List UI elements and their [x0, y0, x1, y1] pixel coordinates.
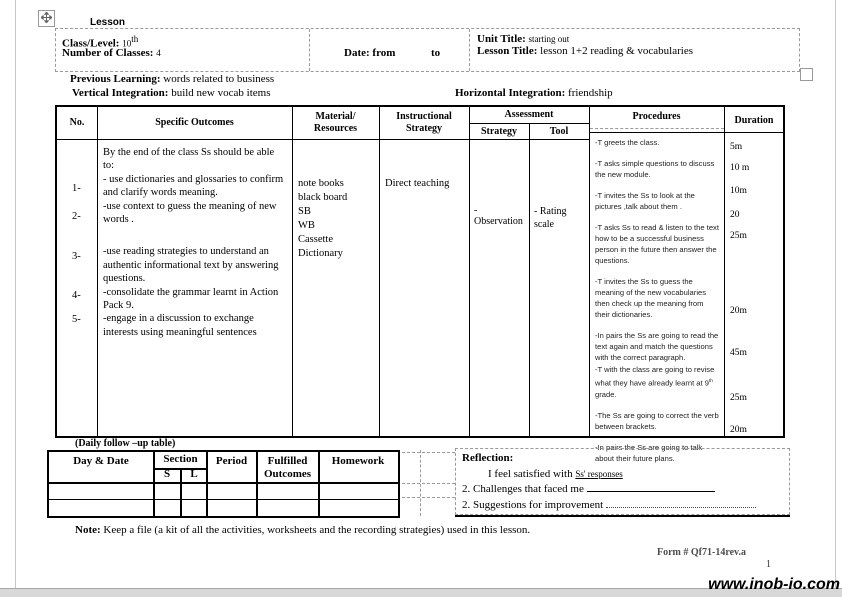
unit-title-label: Unit Title: [477, 33, 526, 45]
dotted-line [606, 498, 756, 508]
dashed-gridline-h [402, 452, 455, 453]
fu-header-section: Section [163, 453, 198, 465]
reflection-bottom-line [455, 515, 790, 517]
procedure-step: -T asks Ss to read & listen to the text how to be a successful business person in the future then answer the questions. [595, 223, 719, 265]
form-number: Form # Qf71-14rev.a [657, 547, 746, 558]
duration-value: 20m [730, 306, 747, 316]
num-classes-value: 4 [156, 48, 161, 58]
outcome-text: -consolidate the grammar learnt in Action Pack 9. [103, 286, 279, 312]
header-instructional-strategy: Instructional Strategy [396, 111, 452, 134]
num-classes-label: Number of Classes: [62, 47, 154, 59]
col-divider-tool [589, 107, 590, 436]
fu-header-bottom-line [49, 482, 398, 484]
outcome-text: - use dictionaries and glossaries to confirm and clarify words meaning. [103, 173, 284, 199]
ordinal-suffix: th [708, 378, 713, 383]
page-left-edge [15, 0, 16, 588]
date-label: Date: from [344, 47, 396, 59]
header-assessment-strategy: Strategy [480, 126, 518, 137]
horizontal-integration-label: Horizontal Integration: [455, 87, 566, 99]
horizontal-integration-line [455, 86, 613, 100]
material-item: Dictionary [298, 248, 343, 259]
daily-followup-table [47, 450, 400, 518]
outcome-number: 2- [72, 211, 81, 222]
duration-value: 20m [730, 425, 747, 435]
duration-value: 5m [730, 142, 743, 152]
col-divider-assessment-mid [529, 123, 530, 436]
lesson-title-label: Lesson Title: [477, 45, 538, 57]
specific-outcomes-cell [103, 146, 287, 339]
lesson-info-table [55, 28, 800, 72]
col-divider-procedures [724, 107, 725, 436]
header-assessment-tool: Tool [549, 126, 569, 137]
watermark: www.inob-io.com [708, 576, 840, 593]
vertical-integration-label: Vertical Integration: [72, 87, 169, 99]
note-line [75, 523, 530, 537]
header-specific-outcomes: Specific Outcomes [155, 117, 234, 128]
materials-cell [298, 177, 378, 261]
fu-header-day-date: Day & Date [73, 455, 129, 467]
procedures-header-line [589, 132, 783, 133]
dashed-gridline-h [402, 497, 455, 498]
outcome-text: -engage in a discussion to exchange interests using meaningful sentences [103, 313, 257, 338]
procedure-step: -T with the class are going to revise what they have already learnt at 9th grade. [595, 365, 715, 399]
note-label: Note: [75, 524, 101, 536]
followup-table-caption: (Daily follow –up table) [75, 438, 176, 449]
outcome-number: 1- [72, 183, 81, 194]
header-table-divider-1 [309, 29, 310, 71]
fu-header-homework: Homework [331, 455, 385, 467]
procedure-step: -In pairs the Ss are going to talk about their future plans. [595, 442, 703, 463]
reflection-suggestions-line: 2. Suggestions for improvement [462, 498, 783, 514]
procedure-step: -The Ss are going to correct the verb between brackets. [595, 410, 719, 431]
reflection-satisfied-value: Ss' responses [575, 468, 623, 479]
procedure-step: -T invites the Ss to guess the meaning of the new vocabularies then check up the meaning from their dictionaries. [595, 277, 707, 319]
col-divider-strategy [469, 107, 470, 436]
reflection-box [455, 448, 790, 515]
class-level-label: Class/Level: [62, 37, 120, 50]
assessment-tool-cell: - Rating scale [534, 206, 567, 230]
outcome-number: 4- [72, 290, 81, 301]
blank-line [587, 482, 715, 492]
num-classes-row [62, 46, 161, 60]
material-item: SB [298, 206, 311, 217]
col-divider-no [97, 107, 98, 436]
previous-learning-label: Previous Learning: [70, 73, 161, 85]
header-duration: Duration [734, 115, 774, 126]
material-item: Cassette [298, 234, 333, 245]
vertical-integration-value: build new vocab items [171, 87, 271, 99]
header-table-divider-2 [469, 29, 470, 71]
outcome-number: 5- [72, 314, 81, 325]
move-arrows-icon [41, 10, 52, 28]
lesson-title-value: lesson 1+2 reading & vocabularies [540, 45, 694, 57]
assessment-strategy-cell: - Observation [474, 205, 523, 227]
procedures-cell [595, 137, 719, 474]
page-number: 1 [766, 559, 771, 570]
lesson-title-row [477, 45, 787, 58]
duration-value: 45m [730, 348, 747, 358]
note-text: Keep a file (a kit of all the activities, worksheets and the recording strategies) used in this lesson. [103, 524, 531, 536]
class-level-value: 10 [122, 38, 132, 49]
fu-header-s: S [163, 468, 171, 480]
col-divider-material [379, 107, 380, 436]
procedure-step: -In pairs the Ss are going to read the text again and match the questions with the correct paragraph. [595, 331, 719, 362]
assessment-split-line [469, 123, 589, 124]
unit-title-row [477, 32, 795, 46]
header-assessment: Assessment [504, 109, 554, 120]
dashed-gridline-h [402, 483, 455, 484]
reflection-satisfied-line: I feel satisfied with Ss' responses [488, 467, 623, 480]
doc-title-label: Lesson [90, 17, 126, 28]
outcome-text: -use reading strategies to understand an authentic informational text by answering questions. [103, 246, 279, 285]
anchor-marker [800, 68, 813, 81]
duration-value: 25m [730, 393, 747, 403]
duration-value: 25m [730, 231, 747, 241]
duration-value: 10 m [730, 163, 750, 173]
procedure-step: -T invites the Ss to look at the pictures ,talk about them . [595, 191, 695, 211]
instructional-strategy-cell: Direct teaching [385, 178, 450, 189]
procedures-header-dashed-line [590, 128, 724, 129]
duration-value: 10m [730, 186, 747, 196]
material-item: note books [298, 178, 344, 189]
table-move-handle[interactable] [38, 10, 55, 27]
header-no: No. [69, 117, 85, 128]
reflection-title: Reflection: [462, 452, 514, 464]
outcome-text: By the end of the class Ss should be able to: [103, 147, 275, 172]
vertical-integration-line [72, 86, 270, 100]
header-material: Material/ Resources [313, 111, 358, 134]
fu-header-period: Period [215, 455, 248, 467]
class-level-sup: th [131, 34, 139, 44]
header-bottom-line [57, 139, 589, 140]
outcome-text: -use context to guess the meaning of new words . [103, 200, 277, 226]
previous-learning-value: words related to business [163, 73, 275, 85]
outcome-number: 3- [72, 251, 81, 262]
previous-learning-line [70, 72, 274, 86]
procedure-step: -T asks simple questions to discuss the new module. [595, 159, 715, 179]
duration-value: 20 [730, 210, 740, 220]
reflection-challenges-line: 2. Challenges that faced me [462, 482, 783, 498]
fu-header-fulfilled: Fulfilled Outcomes [263, 455, 312, 480]
page-right-edge [835, 0, 836, 588]
procedure-step: -T greets the class. [595, 138, 660, 147]
col-divider-outcomes [292, 107, 293, 436]
material-item: black board [298, 192, 348, 203]
date-to-label: to [431, 47, 441, 59]
horizontal-integration-value: friendship [568, 87, 613, 99]
material-item: WB [298, 220, 315, 231]
fu-row-line [49, 499, 398, 500]
fu-header-l: L [190, 468, 198, 480]
unit-title-value: starting out [528, 34, 570, 44]
header-procedures: Procedures [632, 111, 681, 122]
